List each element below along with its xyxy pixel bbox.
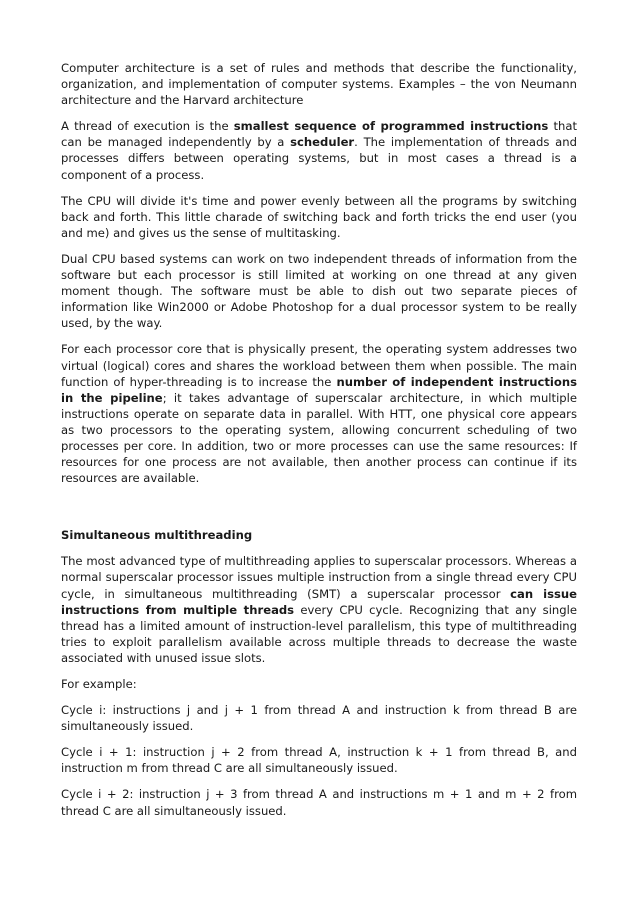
section-heading: Simultaneous multithreading (61, 528, 253, 543)
paragraph-dual-cpu: Dual CPU based systems can work on two independent threads of information from the software but each processor is still limited at working on one thread at any given moment though. The software must be able to dish out two separate pieces of information like Win2000 or Adobe Photoshop for a dual processor system to be really used, by the way. (61, 251, 577, 331)
paragraph-for-example: For example: (61, 677, 137, 691)
paragraph-smt: The most advanced type of multithreading applies to superscalar processors. Whereas a normal superscalar processor issues multiple instruction from a single thread every CPU cycle, in simultaneous multithreading (SMT) a superscalar processor can issue instructions from multiple threads every CPU cycle. Recognizing that any single thread has a limited amount of instruction-level parallelism, this type of multithreading tries to exploit parallelism available across multiple threads to decrease the waste associated with unused issue slots. (61, 554, 577, 665)
bold-multiple-threads: can issue instructions from multiple threads (61, 586, 577, 617)
document-body (61, 60, 577, 829)
bold-independent-instructions: number of independent instructions in the pipeline (61, 374, 577, 405)
paragraph-hyper-threading: For each processor core that is physically present, the operating system addresses two virtual (logical) cores and shares the workload between them when possible. The main function of hyper-threading is to increase the number of independent instructions in the pipeline; it takes advantage of superscalar architecture, in which multiple instructions operate on separate data in parallel. With HTT, one physical core appears as two processors to the operating system, allowing concurrent scheduling of two processes per core. In addition, two or more processes can use the same resources: If resources for one process are not available, then another process can continue if its resources are available. (61, 342, 577, 486)
paragraph-cycle-i-plus-1: Cycle i + 1: instruction j + 2 from thread A, instruction k + 1 from thread B, and instruction m from thread C are all simultaneously issued. (61, 745, 577, 776)
paragraph-thread-of-execution: A thread of execution is the smallest sequence of programmed instructions that can be managed independently by a scheduler. The implementation of threads and processes differs between operating systems, but in most cases a thread is a component of a process. (61, 119, 578, 182)
paragraph-cycle-i: Cycle i: instructions j and j + 1 from thread A and instruction k from thread B are simultaneously issued. (61, 703, 577, 734)
paragraph-cpu-divide: The CPU will divide it's time and power evenly between all the programs by switching back and forth. This little charade of switching back and forth tricks the end user (you and me) and gives us the sense of multitasking. (61, 193, 577, 240)
bold-smallest-sequence: smallest sequence of programmed instructions (233, 119, 549, 134)
paragraph-cycle-i-plus-2: Cycle i + 2: instruction j + 3 from thread A and instructions m + 1 and m + 2 from thread C are all simultaneously issued. (61, 787, 577, 818)
paragraph-computer-architecture: Computer architecture is a set of rules and methods that describe the functionality, organization, and implementation of computer systems. Examples – the von Neumann architecture and the Harvard architecture (61, 61, 577, 108)
bold-scheduler: scheduler (290, 135, 355, 150)
section-spacer (61, 496, 577, 527)
